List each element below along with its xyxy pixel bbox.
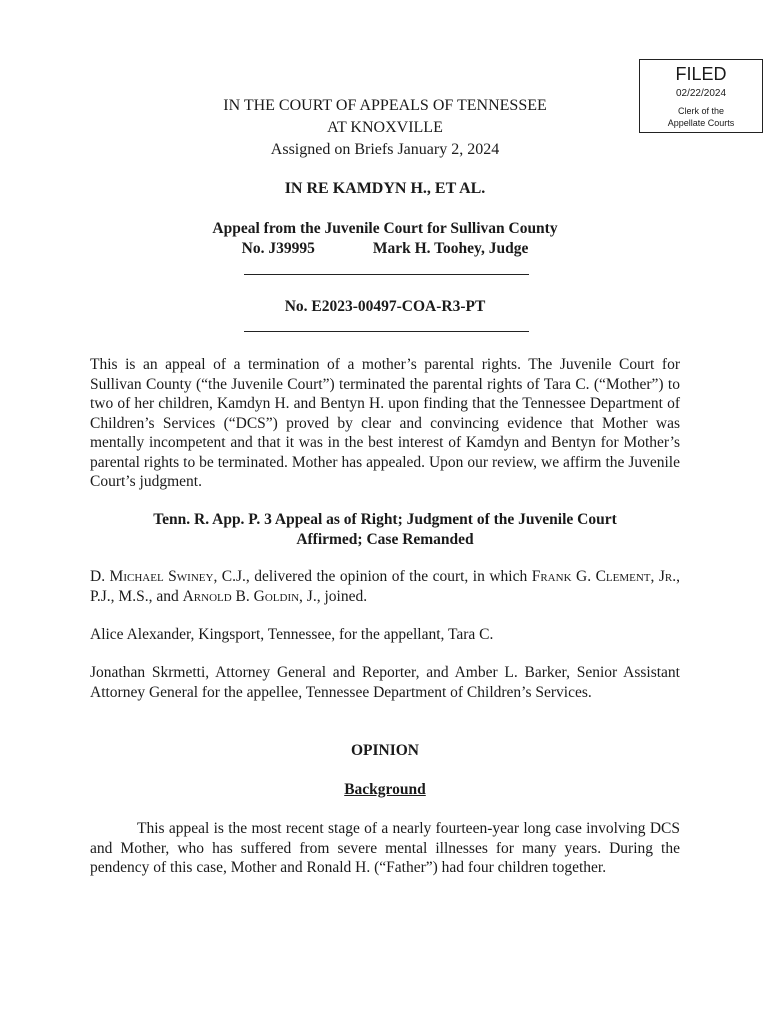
case-summary: This is an appeal of a termination of a mother’s parental rights. The Juvenile Court for Sullivan County (“the Juvenile Court”) terminated the parental rights of Tara C. (“Mother”) to two of her children, Kamdyn H. and Bentyn H. upon finding that the Tennessee Department of Children’s Services (“DCS”) proved by clear and convincing evidence that Mother was mentally incompetent and that it was in the best interest of Kamdyn and Bentyn for Mother’s parental rights to be terminated. Mother has appealed. Upon our review, we affirm the Juvenile Court’s judgment.	[90, 356, 680, 490]
opinion-body: This appeal is the most recent stage of a nearly fourteen-year long case involving DCS and Mother, who has suffered from severe mental illnesses for many years. During the pendency of this case, Mother and Ronald H. (“Father”) had four children together.	[90, 820, 680, 876]
disposition-line1: Tenn. R. App. P. 3 Appeal as of Right; Judgment of the Juvenile Court	[153, 511, 617, 528]
trial-case-number: No. J39995	[241, 240, 315, 257]
filed-stamp-clerk-line1: Clerk of the	[677, 106, 725, 116]
court-location: AT KNOXVILLE	[327, 119, 443, 136]
third-judge: Arnold B. Goldin	[182, 587, 300, 605]
trial-case-line	[90, 238, 680, 260]
disposition-line2: Affirmed; Case Remanded	[296, 531, 474, 548]
trial-judge: Mark H. Toohey, Judge	[372, 240, 529, 257]
court-name: IN THE COURT OF APPEALS OF TENNESSEE	[223, 97, 547, 114]
divider-top	[244, 274, 529, 275]
third-judge-title: , J., joined.	[299, 587, 368, 605]
second-judge-title: , P.J., M.S., and	[90, 568, 680, 605]
filed-stamp-clerk-line2: Appellate Courts	[667, 118, 735, 128]
second-judge: Frank G. Clement, Jr.	[531, 568, 677, 585]
author-title: , C.J., delivered the opinion of the court, in which	[213, 568, 532, 585]
panel-paragraph	[90, 567, 680, 606]
case-title: IN RE KAMDYN H., ET AL.	[284, 180, 486, 197]
appellee-counsel: Jonathan Skrmetti, Attorney General and Reporter, and Amber L. Barker, Senior Assistant Attorney General for the appellee, Tennessee Department of Children’s Services.	[90, 664, 680, 701]
section-heading: Background	[344, 781, 426, 798]
filed-stamp-date: 02/22/2024	[675, 88, 727, 99]
divider-bottom	[244, 331, 529, 332]
appeal-number: No. E2023-00497-COA-R3-PT	[284, 298, 486, 315]
author-judge: D. Michael Swiney	[90, 568, 214, 585]
appeal-from: Appeal from the Juvenile Court for Sullivan County	[212, 220, 558, 237]
appellant-counsel: Alice Alexander, Kingsport, Tennessee, for the appellant, Tara C.	[90, 626, 494, 643]
filed-stamp-title: FILED	[675, 64, 727, 84]
assigned-date: Assigned on Briefs January 2, 2024	[270, 141, 500, 158]
opinion-heading: OPINION	[350, 742, 420, 759]
